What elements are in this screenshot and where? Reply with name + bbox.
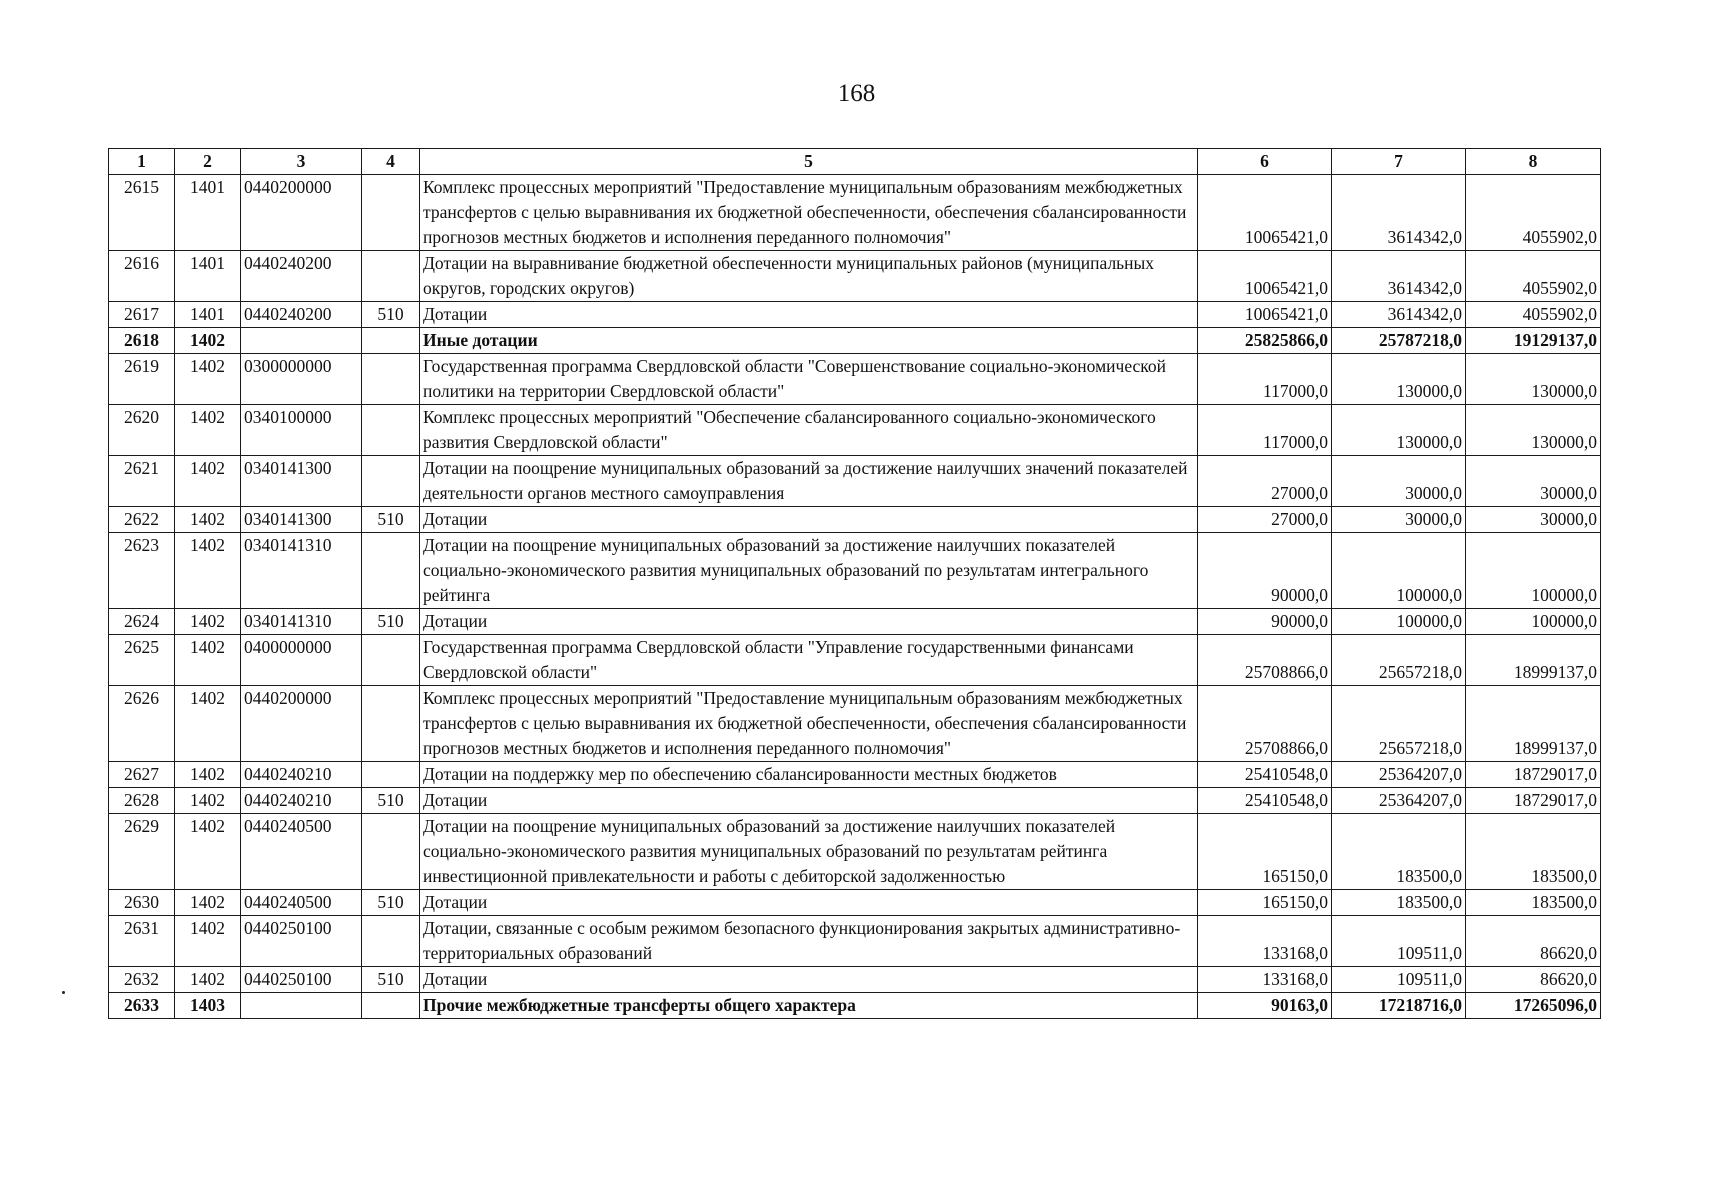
table-row <box>109 967 1601 993</box>
expense-type-cell <box>362 456 420 507</box>
section-code-cell: 1401 <box>175 175 241 251</box>
page-number: 168 <box>837 80 876 107</box>
amount-year2-cell: 183500,0 <box>1332 890 1466 916</box>
target-article-cell: 0440240500 <box>241 814 362 890</box>
amount-year3-cell: 100000,0 <box>1466 533 1601 609</box>
expense-type-cell: 510 <box>362 302 420 328</box>
expense-type-cell <box>362 762 420 788</box>
header-col-8: 8 <box>1466 149 1601 175</box>
row-name-cell: Дотации <box>420 302 1198 328</box>
section-code-cell: 1402 <box>175 328 241 354</box>
amount-year2-cell: 183500,0 <box>1332 814 1466 890</box>
section-code-cell: 1401 <box>175 302 241 328</box>
amount-year3-cell: 130000,0 <box>1466 354 1601 405</box>
amount-year1-cell: 25410548,0 <box>1198 788 1332 814</box>
table-row <box>109 993 1601 1019</box>
header-col-6: 6 <box>1198 149 1332 175</box>
expense-type-cell <box>362 814 420 890</box>
amount-year2-cell: 30000,0 <box>1332 507 1466 533</box>
amount-year1-cell: 165150,0 <box>1198 890 1332 916</box>
amount-year2-cell: 100000,0 <box>1332 533 1466 609</box>
target-article-cell: 0440240210 <box>241 788 362 814</box>
target-article-cell: 0340141310 <box>241 533 362 609</box>
amount-year3-cell: 30000,0 <box>1466 456 1601 507</box>
section-code-cell: 1402 <box>175 916 241 967</box>
section-code-cell: 1402 <box>175 405 241 456</box>
amount-year3-cell: 18729017,0 <box>1466 762 1601 788</box>
row-number-cell: 2617 <box>109 302 175 328</box>
expense-type-cell: 510 <box>362 507 420 533</box>
expense-type-cell <box>362 686 420 762</box>
amount-year1-cell: 10065421,0 <box>1198 302 1332 328</box>
header-col-3: 3 <box>241 149 362 175</box>
header-col-7: 7 <box>1332 149 1466 175</box>
row-number-cell: 2626 <box>109 686 175 762</box>
table-row <box>109 916 1601 967</box>
row-name-cell: Комплекс процессных мероприятий "Предоставление муниципальным образованиям межбюджетных трансфертов с целью выравнивания их бюджетной обеспеченности, обеспечения сбалансированности прогнозов местных бюджетов и исполнения переданного полномочия" <box>420 686 1198 762</box>
table-row <box>109 328 1601 354</box>
expense-type-cell <box>362 328 420 354</box>
row-name-cell: Комплекс процессных мероприятий "Предоставление муниципальным образованиям межбюджетных трансфертов с целью выравнивания их бюджетной обеспеченности, обеспечения сбалансированности прогнозов местных бюджетов и исполнения переданного полномочия" <box>420 175 1198 251</box>
amount-year2-cell: 109511,0 <box>1332 967 1466 993</box>
row-name-cell: Дотации <box>420 609 1198 635</box>
section-code-cell: 1402 <box>175 890 241 916</box>
amount-year3-cell: 86620,0 <box>1466 967 1601 993</box>
amount-year2-cell: 3614342,0 <box>1332 302 1466 328</box>
row-number-cell: 2629 <box>109 814 175 890</box>
target-article-cell <box>241 328 362 354</box>
row-number-cell: 2624 <box>109 609 175 635</box>
amount-year2-cell: 25787218,0 <box>1332 328 1466 354</box>
expense-type-cell <box>362 251 420 302</box>
row-name-cell: Прочие межбюджетные трансферты общего характера <box>420 993 1198 1019</box>
amount-year3-cell: 18999137,0 <box>1466 635 1601 686</box>
table-row <box>109 354 1601 405</box>
amount-year3-cell: 4055902,0 <box>1466 251 1601 302</box>
header-col-1: 1 <box>109 149 175 175</box>
table-row <box>109 251 1601 302</box>
scan-speck <box>62 991 65 994</box>
budget-table <box>108 148 1601 1019</box>
target-article-cell <box>241 993 362 1019</box>
row-number-cell: 2625 <box>109 635 175 686</box>
table-row <box>109 302 1601 328</box>
section-code-cell: 1402 <box>175 967 241 993</box>
expense-type-cell <box>362 916 420 967</box>
amount-year3-cell: 86620,0 <box>1466 916 1601 967</box>
amount-year3-cell: 183500,0 <box>1466 890 1601 916</box>
table-row <box>109 890 1601 916</box>
section-code-cell: 1402 <box>175 762 241 788</box>
expense-type-cell: 510 <box>362 890 420 916</box>
amount-year1-cell: 25708866,0 <box>1198 635 1332 686</box>
target-article-cell: 0400000000 <box>241 635 362 686</box>
row-name-cell: Комплекс процессных мероприятий "Обеспечение сбалансированного социально-экономического развития Свердловской области" <box>420 405 1198 456</box>
table-row <box>109 507 1601 533</box>
amount-year3-cell: 30000,0 <box>1466 507 1601 533</box>
amount-year1-cell: 90000,0 <box>1198 609 1332 635</box>
expense-type-cell <box>362 635 420 686</box>
row-number-cell: 2623 <box>109 533 175 609</box>
row-number-cell: 2633 <box>109 993 175 1019</box>
table-row <box>109 635 1601 686</box>
row-number-cell: 2627 <box>109 762 175 788</box>
expense-type-cell: 510 <box>362 967 420 993</box>
amount-year1-cell: 25410548,0 <box>1198 762 1332 788</box>
section-code-cell: 1402 <box>175 788 241 814</box>
target-article-cell: 0340100000 <box>241 405 362 456</box>
expense-type-cell <box>362 405 420 456</box>
expense-type-cell <box>362 533 420 609</box>
table-header-row <box>109 149 1601 175</box>
amount-year3-cell: 18729017,0 <box>1466 788 1601 814</box>
header-col-5: 5 <box>420 149 1198 175</box>
row-name-cell: Дотации <box>420 890 1198 916</box>
target-article-cell: 0440240200 <box>241 302 362 328</box>
amount-year2-cell: 130000,0 <box>1332 405 1466 456</box>
table-row <box>109 609 1601 635</box>
amount-year2-cell: 100000,0 <box>1332 609 1466 635</box>
expense-type-cell: 510 <box>362 788 420 814</box>
amount-year1-cell: 27000,0 <box>1198 507 1332 533</box>
target-article-cell: 0440240200 <box>241 251 362 302</box>
row-name-cell: Дотации на выравнивание бюджетной обеспеченности муниципальных районов (муниципальных округов, городских округов) <box>420 251 1198 302</box>
table-body <box>109 175 1601 1019</box>
amount-year2-cell: 3614342,0 <box>1332 175 1466 251</box>
row-number-cell: 2619 <box>109 354 175 405</box>
table-row <box>109 533 1601 609</box>
header-col-4: 4 <box>362 149 420 175</box>
row-number-cell: 2622 <box>109 507 175 533</box>
table-row <box>109 175 1601 251</box>
target-article-cell: 0340141300 <box>241 456 362 507</box>
amount-year1-cell: 10065421,0 <box>1198 175 1332 251</box>
target-article-cell: 0440240500 <box>241 890 362 916</box>
row-name-cell: Дотации <box>420 967 1198 993</box>
amount-year1-cell: 10065421,0 <box>1198 251 1332 302</box>
amount-year2-cell: 130000,0 <box>1332 354 1466 405</box>
amount-year2-cell: 25657218,0 <box>1332 635 1466 686</box>
section-code-cell: 1401 <box>175 251 241 302</box>
expense-type-cell <box>362 354 420 405</box>
row-name-cell: Дотации <box>420 788 1198 814</box>
row-number-cell: 2631 <box>109 916 175 967</box>
row-name-cell: Дотации на поддержку мер по обеспечению сбалансированности местных бюджетов <box>420 762 1198 788</box>
row-number-cell: 2632 <box>109 967 175 993</box>
amount-year1-cell: 25708866,0 <box>1198 686 1332 762</box>
row-number-cell: 2621 <box>109 456 175 507</box>
target-article-cell: 0440250100 <box>241 967 362 993</box>
row-name-cell: Дотации на поощрение муниципальных образований за достижение наилучших показателей социально-экономического развития муниципальных образований по результатам интегрального рейтинга <box>420 533 1198 609</box>
row-number-cell: 2615 <box>109 175 175 251</box>
amount-year1-cell: 133168,0 <box>1198 916 1332 967</box>
row-name-cell: Дотации, связанные с особым режимом безопасного функционирования закрытых административно-территориальных образований <box>420 916 1198 967</box>
target-article-cell: 0300000000 <box>241 354 362 405</box>
section-code-cell: 1402 <box>175 686 241 762</box>
amount-year3-cell: 19129137,0 <box>1466 328 1601 354</box>
section-code-cell: 1403 <box>175 993 241 1019</box>
section-code-cell: 1402 <box>175 354 241 405</box>
target-article-cell: 0340141300 <box>241 507 362 533</box>
amount-year3-cell: 4055902,0 <box>1466 175 1601 251</box>
section-code-cell: 1402 <box>175 533 241 609</box>
amount-year1-cell: 133168,0 <box>1198 967 1332 993</box>
row-name-cell: Государственная программа Свердловской области "Совершенствование социально-экономической политики на территории Свердловской области" <box>420 354 1198 405</box>
table-row <box>109 405 1601 456</box>
section-code-cell: 1402 <box>175 456 241 507</box>
row-name-cell: Дотации на поощрение муниципальных образований за достижение наилучших показателей социально-экономического развития муниципальных образований по результатам рейтинга инвестиционной привлекательности и работы с дебиторской задолженностью <box>420 814 1198 890</box>
row-number-cell: 2620 <box>109 405 175 456</box>
amount-year3-cell: 100000,0 <box>1466 609 1601 635</box>
amount-year2-cell: 109511,0 <box>1332 916 1466 967</box>
table-row <box>109 788 1601 814</box>
header-col-2: 2 <box>175 149 241 175</box>
target-article-cell: 0440250100 <box>241 916 362 967</box>
amount-year3-cell: 17265096,0 <box>1466 993 1601 1019</box>
amount-year2-cell: 30000,0 <box>1332 456 1466 507</box>
amount-year2-cell: 25364207,0 <box>1332 762 1466 788</box>
amount-year1-cell: 165150,0 <box>1198 814 1332 890</box>
amount-year2-cell: 25364207,0 <box>1332 788 1466 814</box>
table-row <box>109 814 1601 890</box>
table-row <box>109 456 1601 507</box>
target-article-cell: 0340141310 <box>241 609 362 635</box>
amount-year3-cell: 183500,0 <box>1466 814 1601 890</box>
expense-type-cell: 510 <box>362 609 420 635</box>
amount-year1-cell: 90163,0 <box>1198 993 1332 1019</box>
amount-year1-cell: 117000,0 <box>1198 354 1332 405</box>
target-article-cell: 0440240210 <box>241 762 362 788</box>
amount-year2-cell: 17218716,0 <box>1332 993 1466 1019</box>
section-code-cell: 1402 <box>175 609 241 635</box>
amount-year1-cell: 27000,0 <box>1198 456 1332 507</box>
row-number-cell: 2630 <box>109 890 175 916</box>
target-article-cell: 0440200000 <box>241 175 362 251</box>
row-name-cell: Государственная программа Свердловской области "Управление государственными финансами Свердловской области" <box>420 635 1198 686</box>
row-name-cell: Иные дотации <box>420 328 1198 354</box>
section-code-cell: 1402 <box>175 507 241 533</box>
row-name-cell: Дотации на поощрение муниципальных образований за достижение наилучших значений показателей деятельности органов местного самоуправления <box>420 456 1198 507</box>
amount-year3-cell: 4055902,0 <box>1466 302 1601 328</box>
expense-type-cell <box>362 175 420 251</box>
amount-year3-cell: 18999137,0 <box>1466 686 1601 762</box>
target-article-cell: 0440200000 <box>241 686 362 762</box>
table-row <box>109 762 1601 788</box>
row-name-cell: Дотации <box>420 507 1198 533</box>
row-number-cell: 2618 <box>109 328 175 354</box>
amount-year2-cell: 25657218,0 <box>1332 686 1466 762</box>
section-code-cell: 1402 <box>175 814 241 890</box>
row-number-cell: 2616 <box>109 251 175 302</box>
section-code-cell: 1402 <box>175 635 241 686</box>
amount-year2-cell: 3614342,0 <box>1332 251 1466 302</box>
amount-year3-cell: 130000,0 <box>1466 405 1601 456</box>
amount-year1-cell: 25825866,0 <box>1198 328 1332 354</box>
row-number-cell: 2628 <box>109 788 175 814</box>
amount-year1-cell: 90000,0 <box>1198 533 1332 609</box>
amount-year1-cell: 117000,0 <box>1198 405 1332 456</box>
table-row <box>109 686 1601 762</box>
expense-type-cell <box>362 993 420 1019</box>
